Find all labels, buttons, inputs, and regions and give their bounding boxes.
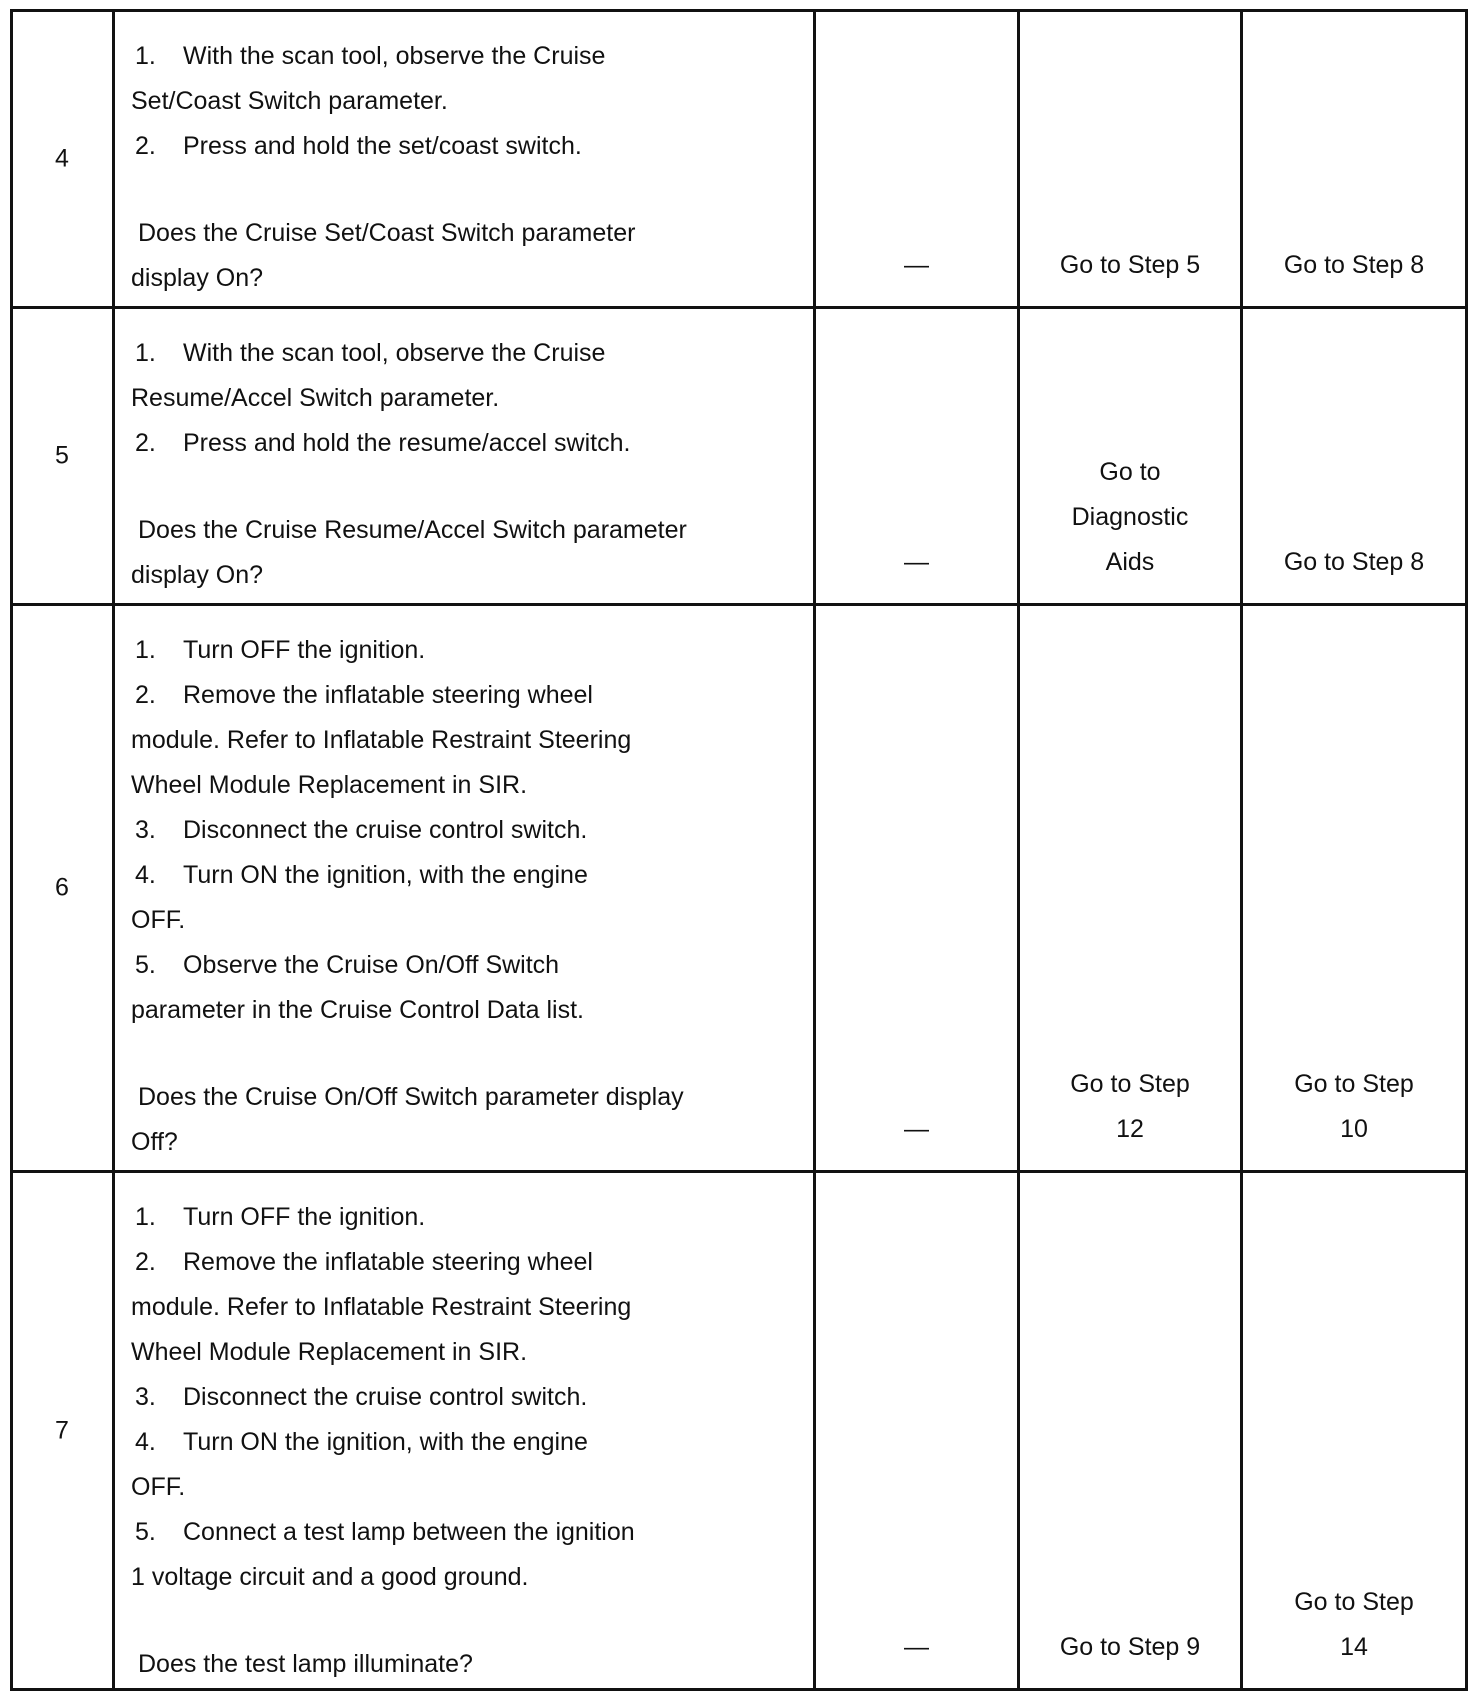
step-number: 4 [55,144,69,173]
action-step-4: 4. Turn ON the ignition, with the engine [135,861,588,889]
values-dash: — [904,548,929,576]
question-line-1: Does the Cruise Set/Coast Switch parameter [138,219,636,247]
action-step-1: 1. With the scan tool, observe the Cruise [135,42,606,70]
action-cell [116,12,813,306]
question-line-2: Off? [131,1128,178,1156]
action-step-3: 3. Disconnect the cruise control switch. [135,816,588,844]
action-step-2-cont: module. Refer to Inflatable Restraint Steering [131,726,632,754]
table-row-step-6 [0,606,1472,1170]
yes-link[interactable]: Go to Step 12 [1070,1070,1190,1143]
action-step-1: 1. Turn OFF the ignition. [135,1203,426,1231]
action-step-1: 1. With the scan tool, observe the Cruise [135,339,606,367]
table-row-step-5 [0,309,1472,603]
action-step-5: 5. Connect a test lamp between the ignition [135,1518,635,1546]
question-line-2: display On? [131,561,264,589]
action-step-2-cont: module. Refer to Inflatable Restraint Steering [131,1293,632,1321]
table-row-step-7 [0,1173,1472,1688]
action-step-1-cont: Set/Coast Switch parameter. [131,87,448,115]
yes-link[interactable]: Go to Step 5 [1059,251,1201,279]
no-link[interactable]: Go to Step 8 [1283,548,1425,576]
no-cell [1243,309,1465,603]
step-cell [12,1173,112,1688]
action-step-3: 3. Disconnect the cruise control switch. [135,1383,588,1411]
question-line-1: Does the Cruise On/Off Switch parameter display [138,1083,684,1111]
no-link[interactable]: Go to Step 14 [1294,1588,1414,1661]
no-cell [1243,12,1465,306]
action-step-4: 4. Turn ON the ignition, with the engine [135,1428,588,1456]
yes-cell [1020,1173,1240,1688]
yes-cell [1020,309,1240,603]
step-number: 6 [55,873,69,902]
values-cell [816,606,1017,1170]
no-link[interactable]: Go to Step 10 [1294,1070,1414,1143]
no-link[interactable]: Go to Step 8 [1283,251,1425,279]
action-cell [116,1173,813,1688]
action-step-1-cont: Resume/Accel Switch parameter. [131,384,500,412]
step-cell [12,606,112,1170]
action-step-5: 5. Observe the Cruise On/Off Switch [135,951,560,979]
no-cell [1243,606,1465,1170]
action-step-4-cont: OFF. [131,1473,186,1501]
question-line-2: display On? [131,264,264,292]
step-cell [12,12,112,306]
action-step-2-cont2: Wheel Module Replacement in SIR. [131,1338,528,1366]
action-step-2-cont2: Wheel Module Replacement in SIR. [131,771,528,799]
values-dash: — [904,1633,929,1661]
action-step-2: 2. Remove the inflatable steering wheel [135,681,593,709]
action-step-5-cont: parameter in the Cruise Control Data list. [131,996,584,1024]
table-row-step-4 [0,12,1472,306]
action-step-4-cont: OFF. [131,906,186,934]
no-cell [1243,1173,1465,1688]
question-line-1: Does the Cruise Resume/Accel Switch parameter [138,516,687,544]
step-number: 5 [55,441,69,470]
yes-link[interactable]: Go to Step 9 [1059,1633,1201,1661]
values-dash: — [904,1115,929,1143]
values-cell [816,309,1017,603]
step-number: 7 [55,1416,69,1444]
action-cell [116,309,813,603]
yes-cell [1020,12,1240,306]
action-cell [116,606,813,1170]
yes-cell [1020,606,1240,1170]
action-step-1: 1. Turn OFF the ignition. [135,636,426,664]
action-step-2: 2. Remove the inflatable steering wheel [135,1248,593,1276]
step-cell [12,309,112,603]
values-dash: — [904,251,929,279]
action-step-2: 2. Press and hold the set/coast switch. [135,132,582,160]
action-step-2: 2. Press and hold the resume/accel switch. [135,429,631,457]
values-cell [816,1173,1017,1688]
action-step-5-cont: 1 voltage circuit and a good ground. [131,1563,529,1591]
yes-link[interactable]: Go to Diagnostic Aids [1071,458,1189,576]
values-cell [816,12,1017,306]
question-line-1: Does the test lamp illuminate? [138,1650,473,1678]
